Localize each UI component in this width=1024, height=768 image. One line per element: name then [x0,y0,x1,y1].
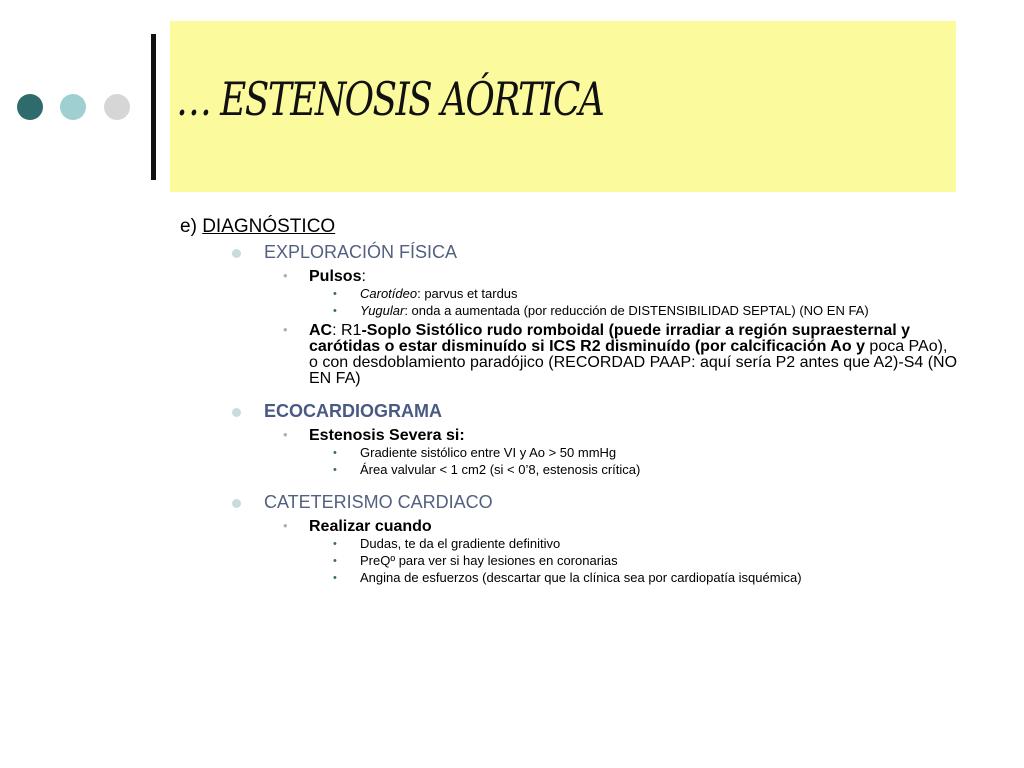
realizar-label: Realizar cuando [309,518,432,535]
bullet-angina: • Angina de esfuerzos (descartar que la clínica sea por cardiopatía isquémica) [180,570,960,586]
bullet-carotideo [180,286,960,302]
ac-soplo: -Soplo Sistólico rudo romboidal (puede irradiar a región supraesternal y carótidas o estar disminuído si ICS R2 disminuído (por calcificación Ao y [309,322,910,355]
bullet-area-valvular: • Área valvular < 1 cm2 (si < 0’8, estenosis crítica) [180,462,960,478]
ac-r1: : R1 [332,322,362,339]
bullet-yugular [180,303,960,319]
pulsos-colon: : [361,268,366,285]
ac-label: AC [309,322,333,339]
carotideo-term: Carotídeo [360,286,418,301]
bullet-ac [180,323,960,387]
yugular-text: : onda a aumentada (por reducción de DISTENSIBILIDAD SEPTAL) (NO EN FA) [404,303,869,318]
bullet-estenosis-severa [180,427,960,444]
bullet-preq: • PreQº para ver si hay lesiones en coronarias [180,553,960,569]
yugular-term: Yugular [360,303,405,318]
estenosis-severa-label: Estenosis Severa si: [309,427,465,444]
bullet-realizar-cuando [180,518,960,535]
slide-body [180,216,960,586]
bullet-ecocardiograma: ECOCARDIOGRAMA [180,399,960,423]
ac-rest: poca PAo), o con desdoblamiento paradójico (RECORDAD PAAP: aquí sería P2 antes que A2)-S4 (NO EN FA) [309,338,958,387]
bullet-pulsos [180,268,960,285]
bullet-exploracion: EXPLORACIÓN FÍSICA [180,240,960,264]
bullet-dudas: • Dudas, te da el gradiente definitivo [180,536,960,552]
carotideo-text: : parvus et tardus [417,286,518,301]
decor-dot-light [60,94,86,120]
section-title: DIAGNÓSTICO [202,216,336,237]
section-heading [180,216,960,238]
title-divider-bar [151,34,156,180]
section-prefix: e) [180,216,203,237]
pulsos-label: Pulsos [309,268,362,285]
slide-title: … ESTENOSIS AÓRTICA [176,72,604,126]
bullet-cateterismo: CATETERISMO CARDIACO [180,490,960,514]
bullet-gradiente: • Gradiente sistólico entre VI y Ao > 50 mmHg [180,445,960,461]
decor-dot-grey [104,94,130,120]
decor-dot-dark [17,94,43,120]
